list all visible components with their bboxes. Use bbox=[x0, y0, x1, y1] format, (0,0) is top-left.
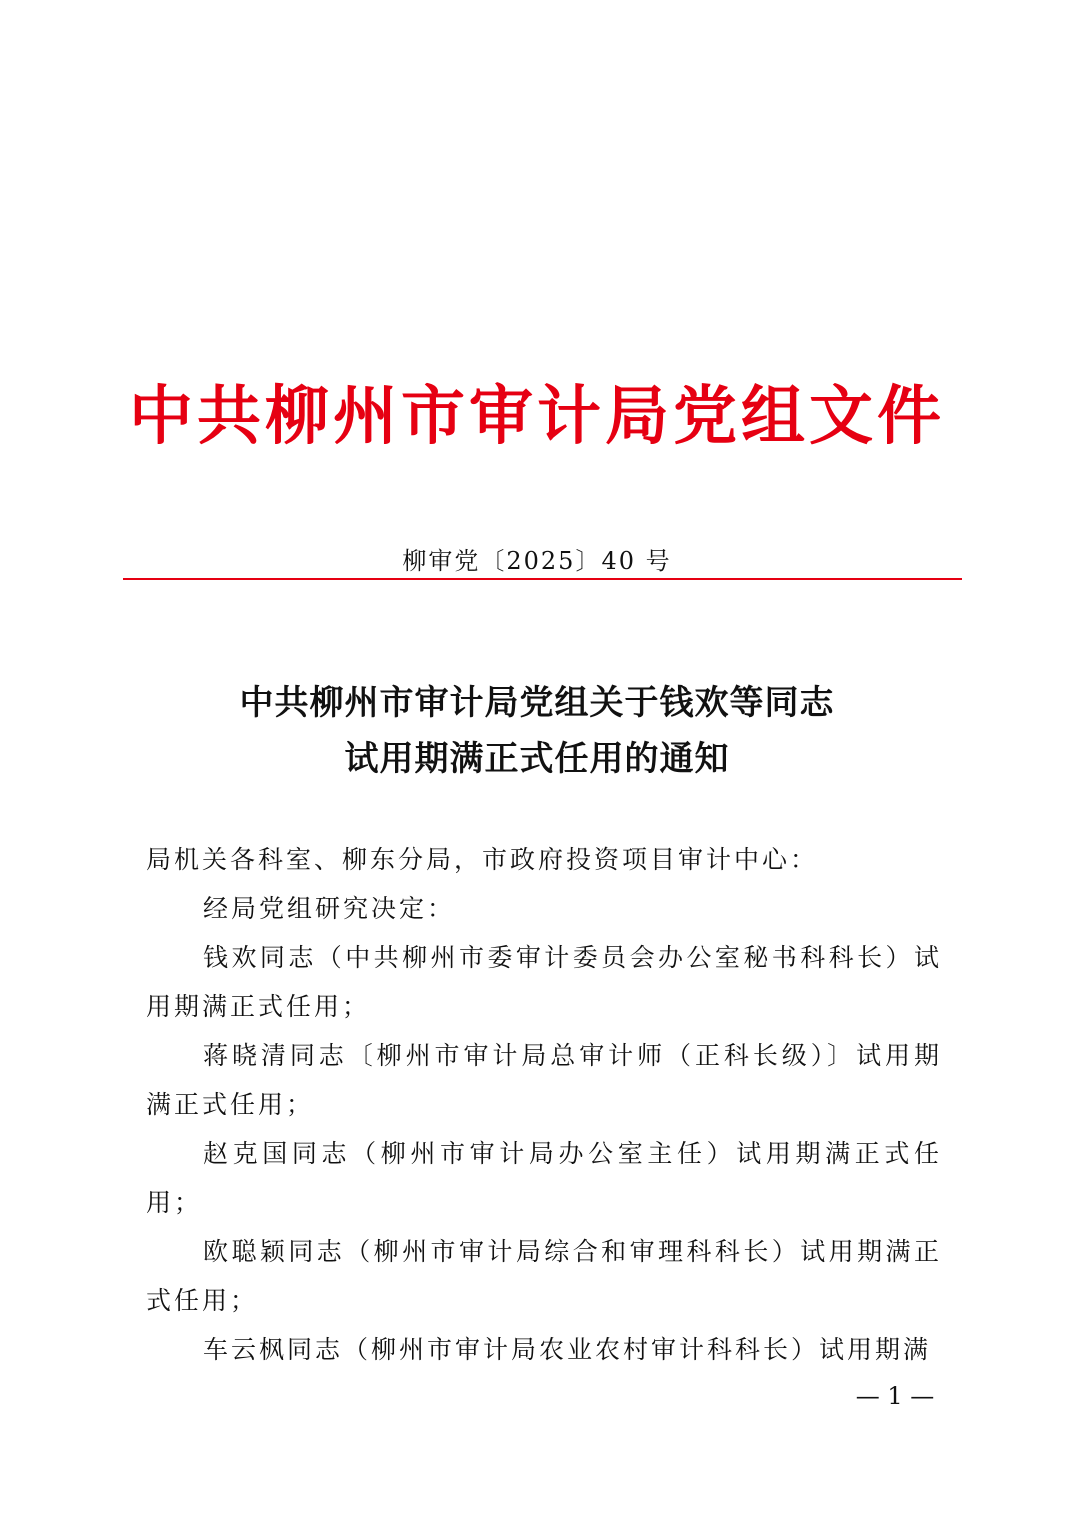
notice-body bbox=[146, 835, 942, 1374]
body-paragraph: 钱欢同志（中共柳州市委审计委员会办公室秘书科科长）试用期满正式任用； bbox=[146, 943, 942, 1021]
notice-title-line-1: 中共柳州市审计局党组关于钱欢等同志 bbox=[239, 683, 835, 723]
salutation: 局机关各科室、柳东分局，市政府投资项目审计中心： bbox=[146, 845, 819, 874]
document-masthead: 中共柳州市审计局党组文件 bbox=[129, 379, 945, 454]
page-number: — 1 — bbox=[855, 1382, 935, 1410]
body-paragraph: 经局党组研究决定： bbox=[203, 894, 456, 923]
body-paragraph: 蒋晓清同志〔柳州市审计局总审计师（正科长级）〕试用期满正式任用； bbox=[146, 1041, 942, 1119]
body-paragraph: 赵克国同志（柳州市审计局办公室主任）试用期满正式任用； bbox=[146, 1139, 942, 1217]
body-paragraph: 车云枫同志（柳州市审计局农业农村审计科科长）试用期满 bbox=[203, 1335, 932, 1364]
notice-title bbox=[0, 675, 1074, 787]
notice-title-line-2: 试用期满正式任用的通知 bbox=[344, 739, 730, 779]
document-number: 柳审党〔2025〕40 号 bbox=[402, 547, 672, 575]
body-paragraph: 欧聪颖同志（柳州市审计局综合和审理科科长）试用期满正式任用； bbox=[146, 1237, 942, 1315]
red-separator-line bbox=[123, 578, 962, 580]
